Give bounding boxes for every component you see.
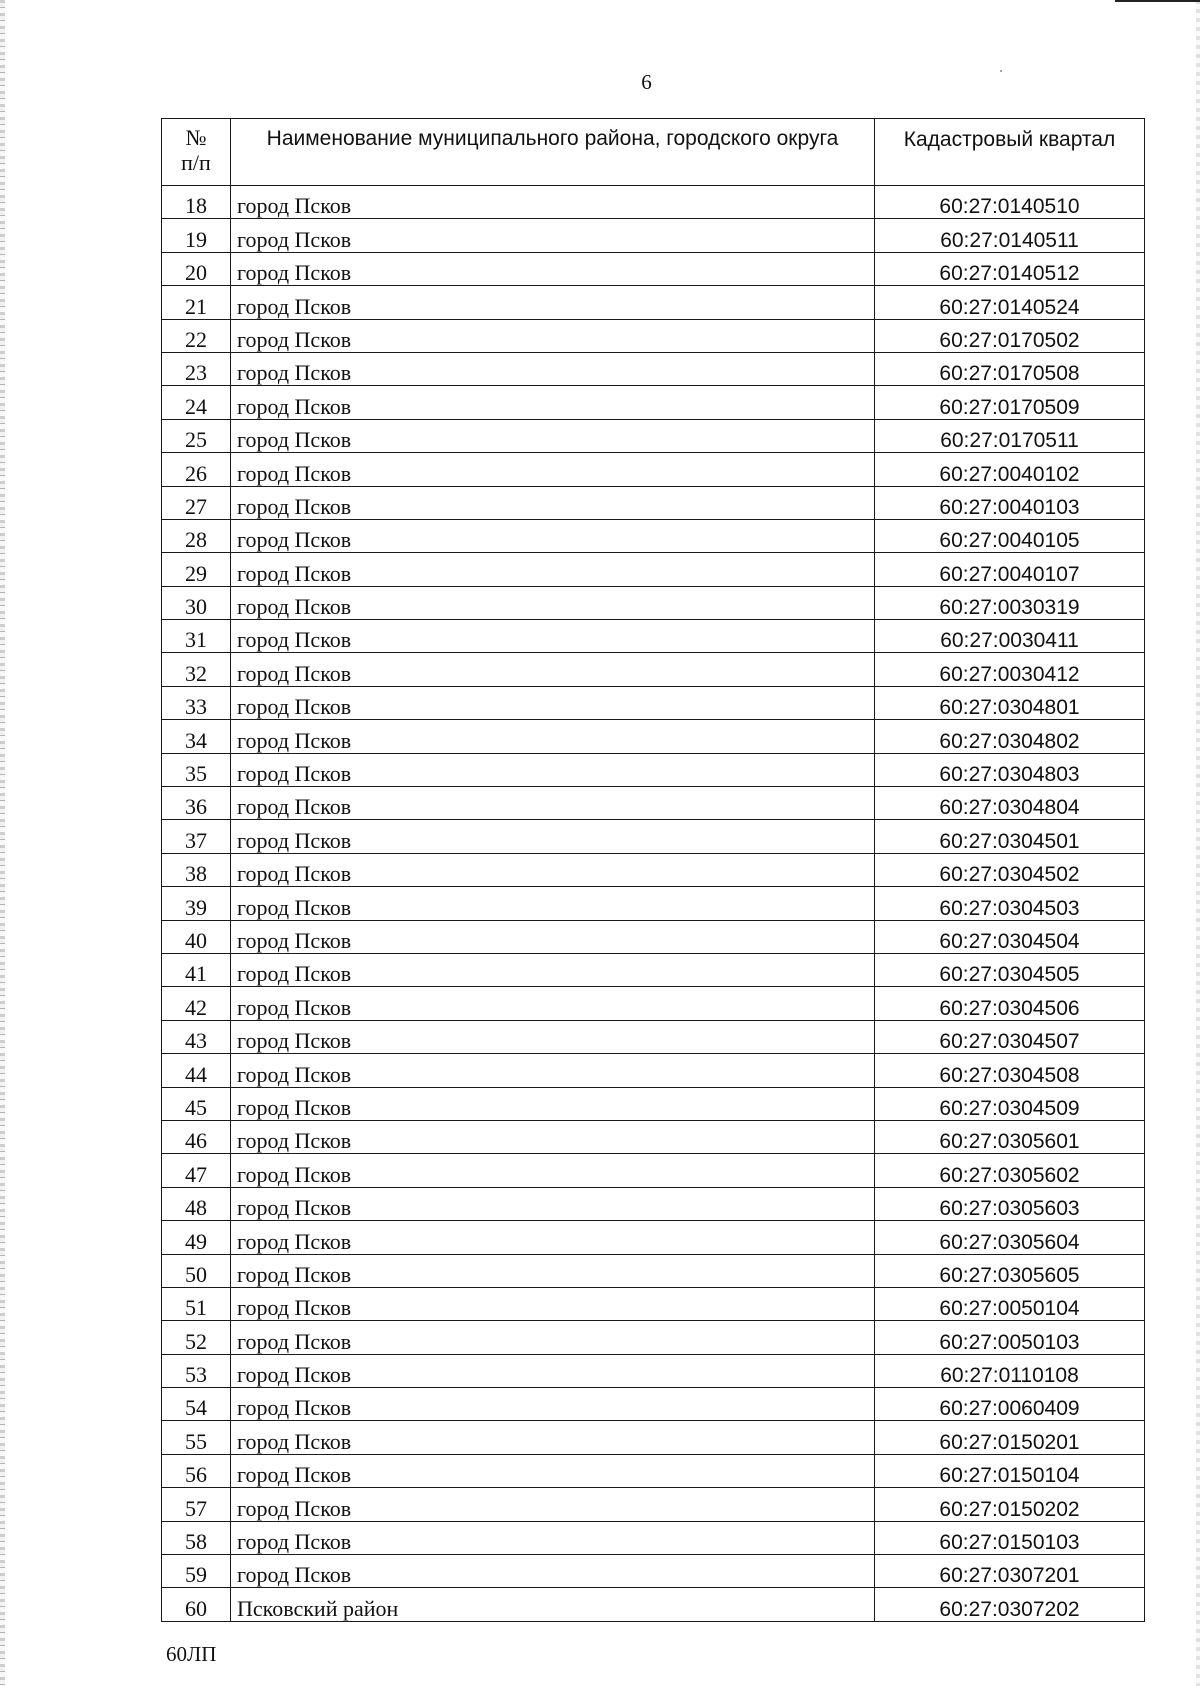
table-row — [162, 1120, 1145, 1153]
row-name: город Псков — [231, 1321, 875, 1354]
table-row — [162, 1087, 1145, 1120]
row-name: город Псков — [231, 953, 875, 986]
row-cadastral: 60:27:0170502 — [875, 319, 1145, 352]
row-name: город Псков — [231, 1454, 875, 1487]
row-name: город Псков — [231, 686, 875, 719]
row-number: 45 — [162, 1087, 231, 1120]
row-number: 55 — [162, 1421, 231, 1454]
table-row — [162, 1521, 1145, 1554]
row-cadastral: 60:27:0305601 — [875, 1120, 1145, 1153]
row-number: 27 — [162, 486, 231, 519]
row-name: город Псков — [231, 319, 875, 352]
table-row — [162, 720, 1145, 753]
table-row — [162, 352, 1145, 385]
row-number: 33 — [162, 686, 231, 719]
row-cadastral: 60:27:0304804 — [875, 787, 1145, 820]
table-body — [162, 186, 1145, 1622]
row-cadastral: 60:27:0305603 — [875, 1187, 1145, 1220]
scan-edge-left — [0, 0, 5, 1686]
table-row — [162, 920, 1145, 953]
row-number: 50 — [162, 1254, 231, 1287]
table-row — [162, 953, 1145, 986]
row-name: город Псков — [231, 853, 875, 886]
row-name: город Псков — [231, 787, 875, 820]
row-name: город Псков — [231, 1020, 875, 1053]
row-name: город Псков — [231, 653, 875, 686]
row-number: 23 — [162, 352, 231, 385]
row-number: 40 — [162, 920, 231, 953]
row-cadastral: 60:27:0140510 — [875, 186, 1145, 219]
row-cadastral: 60:27:0304801 — [875, 686, 1145, 719]
table-row — [162, 219, 1145, 252]
row-cadastral: 60:27:0030411 — [875, 620, 1145, 653]
row-name: город Псков — [231, 1187, 875, 1220]
row-cadastral: 60:27:0307201 — [875, 1555, 1145, 1588]
cadastral-table-wrapper — [161, 118, 1144, 1622]
row-name: город Псков — [231, 1054, 875, 1087]
table-row — [162, 1154, 1145, 1187]
table-row — [162, 1454, 1145, 1487]
table-row — [162, 1555, 1145, 1588]
row-cadastral: 60:27:0304507 — [875, 1020, 1145, 1053]
row-cadastral: 60:27:0304803 — [875, 753, 1145, 786]
row-number: 21 — [162, 286, 231, 319]
row-number: 51 — [162, 1287, 231, 1320]
row-number: 34 — [162, 720, 231, 753]
page-number: 6 — [641, 70, 652, 94]
row-name: город Псков — [231, 1555, 875, 1588]
table-row — [162, 1221, 1145, 1254]
row-cadastral: 60:27:0304501 — [875, 820, 1145, 853]
table-row — [162, 519, 1145, 552]
row-name: город Псков — [231, 586, 875, 619]
row-cadastral: 60:27:0140511 — [875, 219, 1145, 252]
row-cadastral: 60:27:0140524 — [875, 286, 1145, 319]
row-number: 36 — [162, 787, 231, 820]
row-number: 37 — [162, 820, 231, 853]
row-number: 58 — [162, 1521, 231, 1554]
row-number: 24 — [162, 386, 231, 419]
table-row — [162, 252, 1145, 285]
row-name: город Псков — [231, 419, 875, 452]
row-cadastral: 60:27:0140512 — [875, 252, 1145, 285]
table-row — [162, 1354, 1145, 1387]
row-name: Псковский район — [231, 1588, 875, 1621]
table-row — [162, 653, 1145, 686]
row-number: 29 — [162, 553, 231, 586]
row-name: город Псков — [231, 352, 875, 385]
row-cadastral: 60:27:0030412 — [875, 653, 1145, 686]
row-name: город Псков — [231, 987, 875, 1020]
row-cadastral: 60:27:0040107 — [875, 553, 1145, 586]
row-name: город Псков — [231, 1120, 875, 1153]
row-number: 53 — [162, 1354, 231, 1387]
table-row — [162, 753, 1145, 786]
row-cadastral: 60:27:0050103 — [875, 1321, 1145, 1354]
row-number: 20 — [162, 252, 231, 285]
cadastral-table — [161, 118, 1145, 1622]
row-number: 57 — [162, 1488, 231, 1521]
row-name: город Псков — [231, 620, 875, 653]
table-row — [162, 787, 1145, 820]
row-name: город Псков — [231, 519, 875, 552]
table-row — [162, 553, 1145, 586]
row-name: город Псков — [231, 820, 875, 853]
row-name: город Псков — [231, 1388, 875, 1421]
table-row — [162, 419, 1145, 452]
table-row — [162, 1287, 1145, 1320]
row-name: город Псков — [231, 1254, 875, 1287]
row-name: город Псков — [231, 1087, 875, 1120]
header-cadastral: Кадастровый квартал — [875, 119, 1145, 186]
row-name: город Псков — [231, 219, 875, 252]
row-cadastral: 60:27:0040105 — [875, 519, 1145, 552]
table-row — [162, 853, 1145, 886]
table-row — [162, 286, 1145, 319]
row-number: 26 — [162, 453, 231, 486]
row-number: 56 — [162, 1454, 231, 1487]
row-name: город Псков — [231, 1354, 875, 1387]
scan-top-line — [1115, 0, 1200, 2]
row-name: город Псков — [231, 753, 875, 786]
row-number: 32 — [162, 653, 231, 686]
row-number: 49 — [162, 1221, 231, 1254]
table-row — [162, 1054, 1145, 1087]
row-cadastral: 60:27:0304505 — [875, 953, 1145, 986]
table-row — [162, 1488, 1145, 1521]
row-cadastral: 60:27:0305605 — [875, 1254, 1145, 1287]
table-row — [162, 386, 1145, 419]
table-row — [162, 686, 1145, 719]
row-cadastral: 60:27:0040102 — [875, 453, 1145, 486]
row-cadastral: 60:27:0304802 — [875, 720, 1145, 753]
row-number: 46 — [162, 1120, 231, 1153]
row-name: город Псков — [231, 887, 875, 920]
row-number: 52 — [162, 1321, 231, 1354]
row-cadastral: 60:27:0150201 — [875, 1421, 1145, 1454]
row-cadastral: 60:27:0305602 — [875, 1154, 1145, 1187]
row-name: город Псков — [231, 1488, 875, 1521]
row-cadastral: 60:27:0170511 — [875, 419, 1145, 452]
table-header-row — [162, 119, 1145, 186]
row-number: 25 — [162, 419, 231, 452]
footer-code: 60ЛП — [166, 1642, 217, 1666]
row-number: 60 — [162, 1588, 231, 1621]
row-name: город Псков — [231, 1421, 875, 1454]
row-name: город Псков — [231, 1221, 875, 1254]
row-name: город Псков — [231, 286, 875, 319]
row-number: 39 — [162, 887, 231, 920]
row-name: город Псков — [231, 553, 875, 586]
row-cadastral: 60:27:0170509 — [875, 386, 1145, 419]
table-row — [162, 1421, 1145, 1454]
header-name: Наименование муниципального района, городского округа — [231, 119, 875, 186]
row-cadastral: 60:27:0150202 — [875, 1488, 1145, 1521]
row-cadastral: 60:27:0030319 — [875, 586, 1145, 619]
row-cadastral: 60:27:0170508 — [875, 352, 1145, 385]
row-number: 44 — [162, 1054, 231, 1087]
row-number: 38 — [162, 853, 231, 886]
row-number: 43 — [162, 1020, 231, 1053]
row-number: 54 — [162, 1388, 231, 1421]
row-number: 18 — [162, 186, 231, 219]
row-name: город Псков — [231, 186, 875, 219]
table-row — [162, 319, 1145, 352]
table-row — [162, 186, 1145, 219]
row-number: 47 — [162, 1154, 231, 1187]
row-number: 35 — [162, 753, 231, 786]
table-row — [162, 1388, 1145, 1421]
row-number: 28 — [162, 519, 231, 552]
row-name: город Псков — [231, 453, 875, 486]
row-cadastral: 60:27:0150104 — [875, 1454, 1145, 1487]
row-cadastral: 60:27:0307202 — [875, 1588, 1145, 1621]
table-row — [162, 1588, 1145, 1621]
row-number: 22 — [162, 319, 231, 352]
table-row — [162, 1020, 1145, 1053]
row-number: 19 — [162, 219, 231, 252]
row-cadastral: 60:27:0304508 — [875, 1054, 1145, 1087]
table-row — [162, 586, 1145, 619]
row-cadastral: 60:27:0305604 — [875, 1221, 1145, 1254]
table-row — [162, 987, 1145, 1020]
row-name: город Псков — [231, 920, 875, 953]
table-row — [162, 887, 1145, 920]
row-name: город Псков — [231, 486, 875, 519]
row-cadastral: 60:27:0150103 — [875, 1521, 1145, 1554]
table-row — [162, 453, 1145, 486]
row-cadastral: 60:27:0040103 — [875, 486, 1145, 519]
row-cadastral: 60:27:0060409 — [875, 1388, 1145, 1421]
row-number: 48 — [162, 1187, 231, 1220]
row-name: город Псков — [231, 1521, 875, 1554]
header-number — [162, 119, 231, 186]
row-cadastral: 60:27:0304502 — [875, 853, 1145, 886]
row-number: 31 — [162, 620, 231, 653]
row-cadastral: 60:27:0050104 — [875, 1287, 1145, 1320]
row-name: город Псков — [231, 1154, 875, 1187]
row-cadastral: 60:27:0110108 — [875, 1354, 1145, 1387]
table-row — [162, 620, 1145, 653]
table-row — [162, 1254, 1145, 1287]
row-cadastral: 60:27:0304506 — [875, 987, 1145, 1020]
row-number: 59 — [162, 1555, 231, 1588]
table-row — [162, 486, 1145, 519]
row-number: 41 — [162, 953, 231, 986]
table-row — [162, 820, 1145, 853]
row-name: город Псков — [231, 1287, 875, 1320]
row-name: город Псков — [231, 252, 875, 285]
row-cadastral: 60:27:0304504 — [875, 920, 1145, 953]
row-name: город Псков — [231, 720, 875, 753]
row-cadastral: 60:27:0304509 — [875, 1087, 1145, 1120]
table-row — [162, 1321, 1145, 1354]
header-number-label: № п/п — [181, 125, 211, 176]
row-number: 42 — [162, 987, 231, 1020]
table-row — [162, 1187, 1145, 1220]
row-cadastral: 60:27:0304503 — [875, 887, 1145, 920]
scan-edge-right — [1196, 0, 1200, 1686]
row-name: город Псков — [231, 386, 875, 419]
row-number: 30 — [162, 586, 231, 619]
